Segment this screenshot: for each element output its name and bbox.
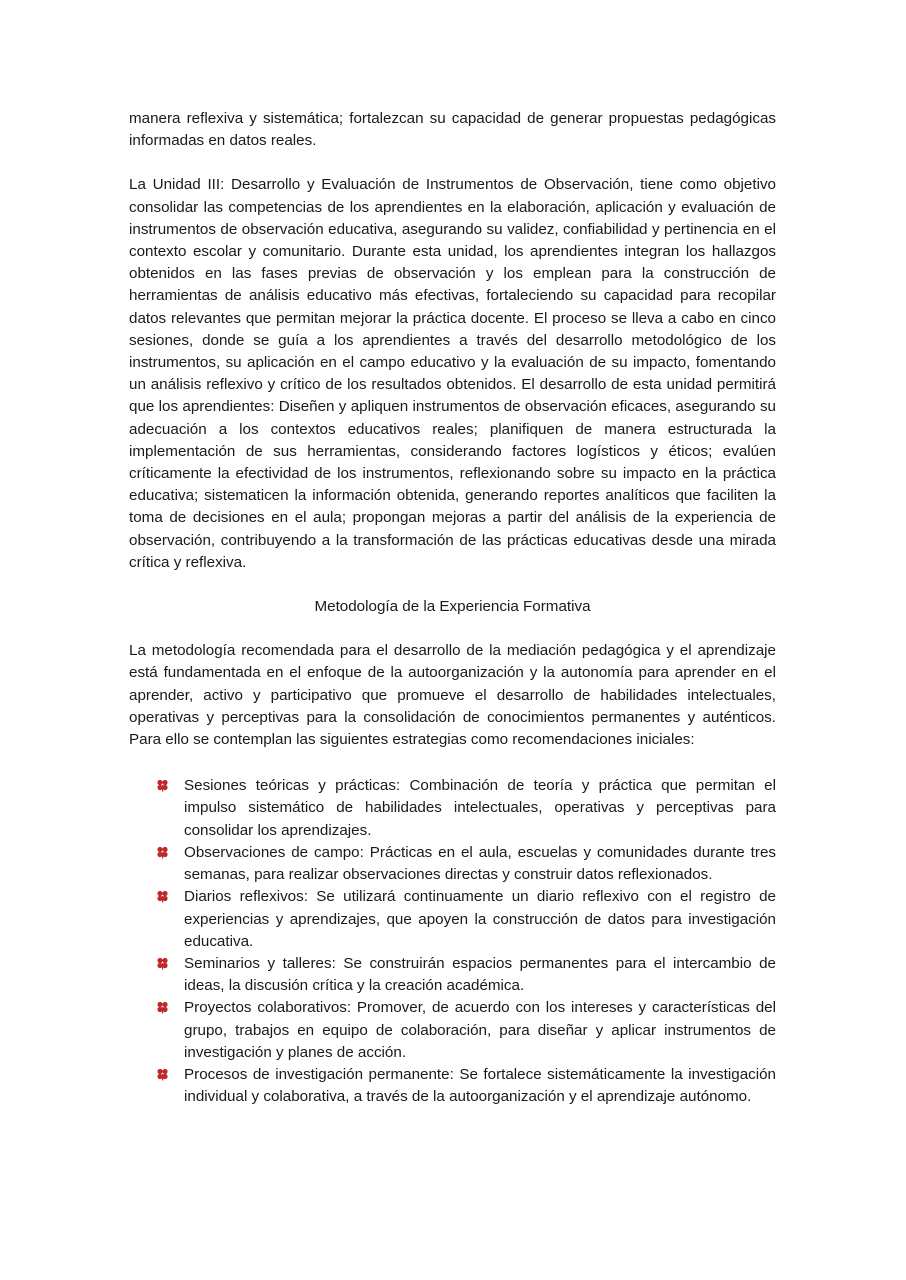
list-item-text: Proyectos colaborativos: Promover, de acuerdo con los intereses y características del grupo, trabajos en equipo de colaboración, para diseñar y aplicar instrumentos de investigación y planes de acción. — [184, 999, 776, 1061]
section-heading: Metodología de la Experiencia Formativa — [314, 598, 591, 616]
red-fleuron-bullet-icon — [156, 957, 169, 970]
paragraph-metodologia: La metodología recomendada para el desarrollo de la mediación pedagógica y el aprendizaje está fundamentada en el enfoque de la autoorganización y la autonomía para aprender en el aprender, activo y participativo que promueve el desarrollo de habilidades intelectuales, operativas y perceptivas para la consolidación de conocimientos permanentes y auténticos. Para ello se contemplan las siguientes estrategias como recomendaciones iniciales: — [129, 642, 776, 749]
list-item-text: Procesos de investigación permanente: Se fortalece sistemáticamente la investigación individual y colaborativa, a través de la autoorganización y el aprendizaje autónomo. — [184, 1065, 776, 1106]
list-item — [129, 997, 776, 1064]
red-fleuron-bullet-icon — [156, 1068, 169, 1081]
list-item — [129, 886, 776, 953]
list-item — [129, 842, 776, 886]
list-item — [129, 775, 776, 842]
paragraph-continuation: manera reflexiva y sistemática; fortalezcan su capacidad de generar propuestas pedagógicas informadas en datos reales. — [129, 110, 776, 150]
paragraph-unidad-iii: La Unidad III: Desarrollo y Evaluación de Instrumentos de Observación, tiene como objetivo consolidar las competencias de los aprendientes en la elaboración, aplicación y evaluación de instrumentos de observación educativa, asegurando su validez, confiabilidad y pertinencia en el contexto escolar y comunitario. Durante esta unidad, los aprendientes integran los hallazgos obtenidos en las fases previas de observación y los emplean para la construcción de herramientas de análisis educativo más efectivas, fortaleciendo su capacidad para recopilar datos relevantes que permitan mejorar la práctica docente. El proceso se lleva a cabo en cinco sesiones, donde se guía a los aprendientes a través del desarrollo metodológico de los instrumentos, su aplicación en el campo educativo y la evaluación de su impacto, fomentando un análisis reflexivo y crítico de los resultados obtenidos. El desarrollo de esta unidad permitirá que los aprendientes: Diseñen y apliquen instrumentos de observación eficaces, asegurando su adecuación a los contextos educativos reales; planifiquen de manera estructurada la implementación de sus herramientas, considerando factores logísticos y éticos; evalúen críticamente la efectividad de los instrumentos, reflexionando sobre su impacto en la práctica educativa; sistematicen la información obtenida, generando reportes analíticos que faciliten la toma de decisiones en el aula; propongan mejoras a partir del análisis de la experiencia de observación, contribuyendo a la transformación de las prácticas educativas desde una mirada crítica y reflexiva. — [129, 176, 776, 571]
list-item — [129, 953, 776, 997]
red-fleuron-bullet-icon — [156, 1001, 169, 1014]
strategy-list — [129, 775, 776, 1108]
list-item-text: Observaciones de campo: Prácticas en el aula, escuelas y comunidades durante tres semanas, para realizar observaciones directas y construir datos reflexionados. — [184, 843, 776, 884]
red-fleuron-bullet-icon — [156, 846, 169, 859]
document-page — [129, 108, 776, 1108]
list-item-text: Diarios reflexivos: Se utilizará continuamente un diario reflexivo con el registro de experiencias y aprendizajes, que apoyen la construcción de datos para investigación educativa. — [184, 888, 776, 950]
list-item-text: Seminarios y talleres: Se construirán espacios permanentes para el intercambio de ideas, la discusión crítica y la creación académica. — [184, 954, 776, 995]
red-fleuron-bullet-icon — [156, 779, 169, 792]
red-fleuron-bullet-icon — [156, 890, 169, 903]
list-item-text: Sesiones teóricas y prácticas: Combinación de teoría y práctica que permitan el impulso sistemático de habilidades intelectuales, operativas y perceptivas para consolidar los aprendizajes. — [184, 777, 776, 839]
list-item — [129, 1064, 776, 1108]
